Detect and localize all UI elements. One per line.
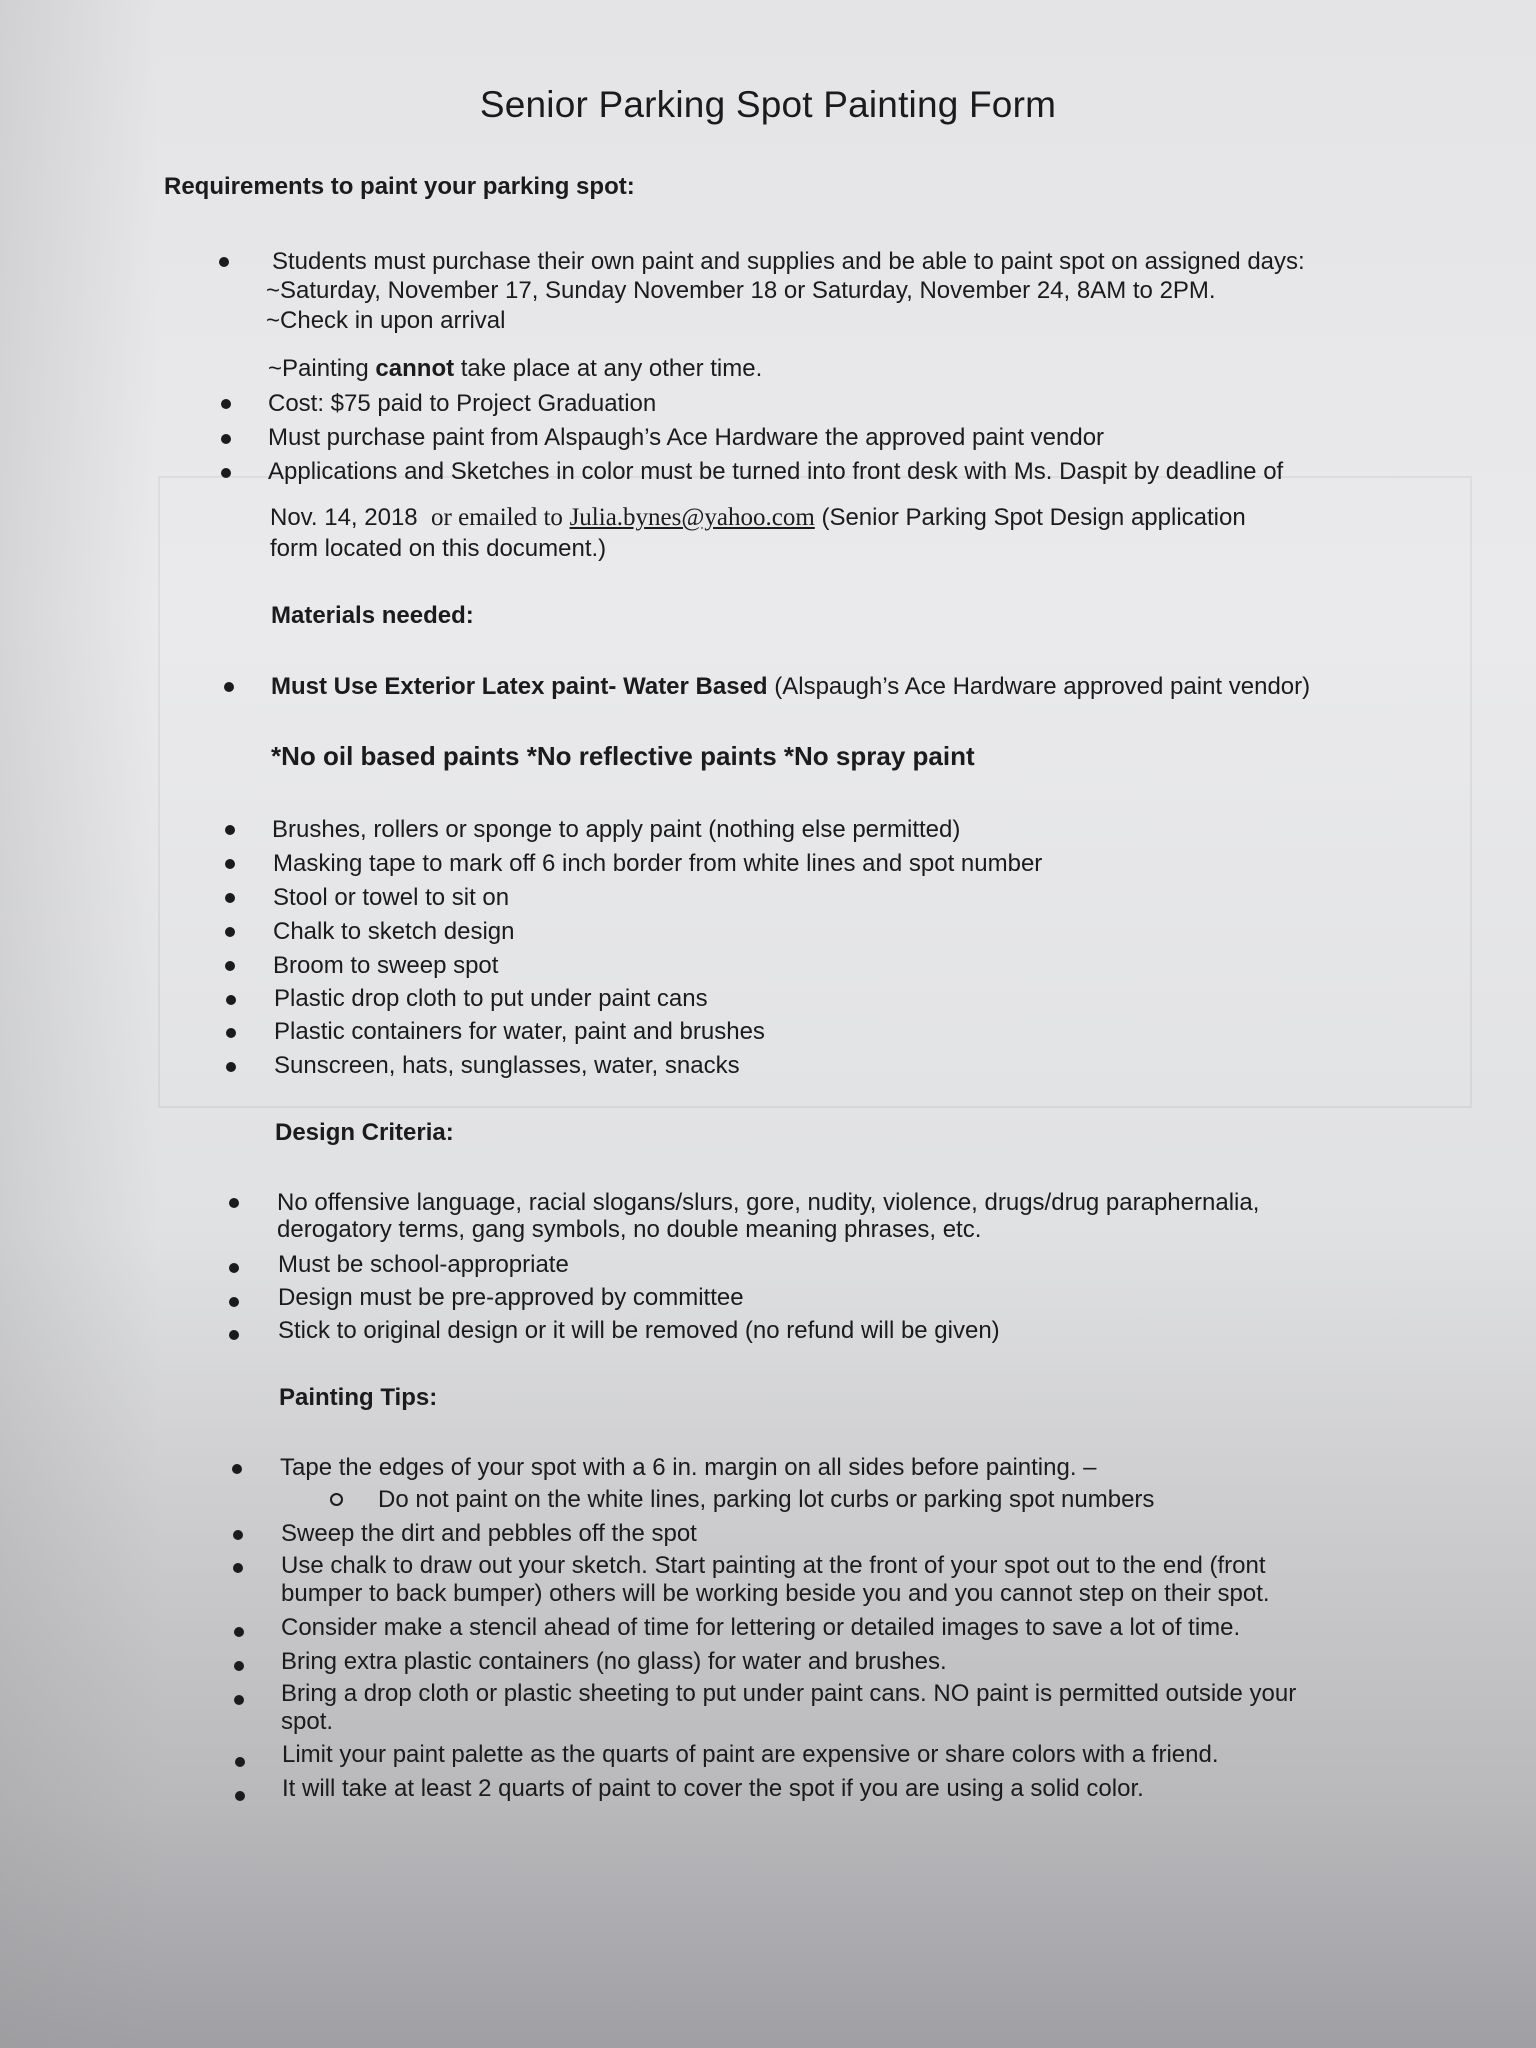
design-criteria-item: Stick to original design or it will be removed (no refund will be given) — [278, 1317, 1000, 1344]
materials-paint-requirement — [271, 673, 1310, 701]
requirement-cost: Cost: $75 paid to Project Graduation — [268, 390, 657, 417]
paint-vendor-note: (Alspaugh’s Ace Hardware approved paint vendor) — [774, 673, 1311, 700]
material-item: Sunscreen, hats, sunglasses, water, snacks — [274, 1052, 740, 1079]
material-item: Masking tape to mark off 6 inch border from white lines and spot number — [273, 850, 1043, 877]
requirement-paint-vendor: Must purchase paint from Alspaugh’s Ace Hardware the approved paint vendor — [268, 424, 1105, 451]
requirement-1-line-4 — [268, 355, 762, 383]
bullet — [219, 257, 229, 267]
text-fragment: ~Painting — [268, 355, 376, 382]
bullet — [221, 434, 231, 444]
bullet — [225, 859, 235, 869]
tip-sub-item: Do not paint on the white lines, parking lot curbs or parking spot numbers — [378, 1486, 1155, 1513]
text-fragment: take place at any other time. — [454, 355, 763, 382]
material-item: Chalk to sketch design — [273, 918, 515, 945]
bullet — [229, 1198, 239, 1208]
tip-item: Consider make a stencil ahead of time for lettering or detailed images to save a lot of time. — [281, 1614, 1241, 1641]
bullet — [235, 1757, 245, 1767]
requirement-1-line-1: Students must purchase their own paint and supplies and be able to paint spot on assigned days: — [272, 248, 1305, 275]
requirements-heading: Requirements to paint your parking spot: — [164, 173, 635, 200]
emphasis-cannot: cannot — [375, 355, 455, 382]
bullet — [233, 1530, 243, 1540]
requirement-1-line-2: ~Saturday, November 17, Sunday November 18 or Saturday, November 24, 8AM to 2PM. — [266, 277, 1216, 304]
bullet — [234, 1695, 244, 1705]
design-criteria-item: Must be school-appropriate — [278, 1251, 569, 1278]
design-criteria-heading: Design Criteria: — [275, 1119, 454, 1146]
text-fragment: or emailed to — [431, 504, 563, 531]
design-criteria-item: Design must be pre-approved by committee — [278, 1284, 744, 1311]
bullet — [225, 961, 235, 971]
paint-restrictions-warning: *No oil based paints *No reflective paints *No spray paint — [271, 741, 975, 771]
bullet — [221, 399, 231, 409]
bullet — [234, 1661, 244, 1671]
bullet — [221, 468, 231, 478]
bullet — [232, 1464, 242, 1474]
tip-drop-cloth-line-2: spot. — [281, 1708, 334, 1735]
bullet — [234, 1627, 244, 1637]
bullet — [225, 825, 235, 835]
tip-item: Tape the edges of your spot with a 6 in. margin on all sides before painting. – — [280, 1454, 1097, 1481]
requirement-4-line-3: form located on this document.) — [270, 535, 607, 562]
material-item: Brushes, rollers or sponge to apply paint (nothing else permitted) — [272, 816, 961, 843]
bullet — [226, 1028, 236, 1038]
tip-drop-cloth-line-1: Bring a drop cloth or plastic sheeting to put under paint cans. NO paint is permitted outside your — [281, 1680, 1297, 1707]
bullet — [225, 893, 235, 903]
paint-type-bold: Must Use Exterior Latex paint- Water Based — [271, 673, 768, 700]
page-title: Senior Parking Spot Painting Form — [479, 84, 1057, 125]
bullet — [235, 1791, 245, 1801]
bullet — [233, 1563, 243, 1573]
design-criteria-1-line-1: No offensive language, racial slogans/slurs, gore, nudity, violence, drugs/drug paraphernalia, — [277, 1189, 1260, 1216]
bullet — [229, 1263, 239, 1273]
tip-chalk-line-1: Use chalk to draw out your sketch. Start painting at the front of your spot out to the end (front — [281, 1552, 1266, 1579]
tip-item: Limit your paint palette as the quarts of paint are expensive or share colors with a friend. — [282, 1741, 1219, 1768]
requirement-4-line-2 — [270, 504, 1246, 532]
tip-chalk-line-2: bumper to back bumper) others will be working beside you and you cannot step on their spot. — [281, 1580, 1270, 1607]
text-fragment: (Senior Parking Spot Design application — [821, 504, 1246, 531]
deadline-date: Nov. 14, 2018 — [270, 504, 418, 531]
bullet — [224, 682, 234, 692]
material-item: Stool or towel to sit on — [273, 884, 510, 911]
tip-item: Bring extra plastic containers (no glass) for water and brushes. — [281, 1648, 947, 1675]
design-criteria-1-line-2: derogatory terms, gang symbols, no double meaning phrases, etc. — [277, 1216, 982, 1243]
material-item: Plastic drop cloth to put under paint cans — [274, 985, 708, 1012]
requirement-1-line-3: ~Check in upon arrival — [266, 307, 506, 334]
bullet — [226, 1062, 236, 1072]
materials-heading: Materials needed: — [271, 602, 474, 629]
sub-bullet — [330, 1493, 343, 1506]
bullet — [226, 995, 236, 1005]
painting-tips-heading: Painting Tips: — [279, 1384, 438, 1411]
material-item: Broom to sweep spot — [273, 952, 499, 979]
email-link[interactable]: Julia.bynes@yahoo.com — [569, 504, 815, 531]
bullet — [229, 1297, 239, 1307]
material-item: Plastic containers for water, paint and brushes — [274, 1018, 765, 1045]
bullet — [225, 927, 235, 937]
bullet — [229, 1330, 239, 1340]
requirement-4-line-1: Applications and Sketches in color must be turned into front desk with Ms. Daspit by deadline of — [268, 458, 1284, 485]
tip-item: Sweep the dirt and pebbles off the spot — [281, 1520, 697, 1547]
tip-item: It will take at least 2 quarts of paint to cover the spot if you are using a solid color. — [282, 1775, 1144, 1802]
